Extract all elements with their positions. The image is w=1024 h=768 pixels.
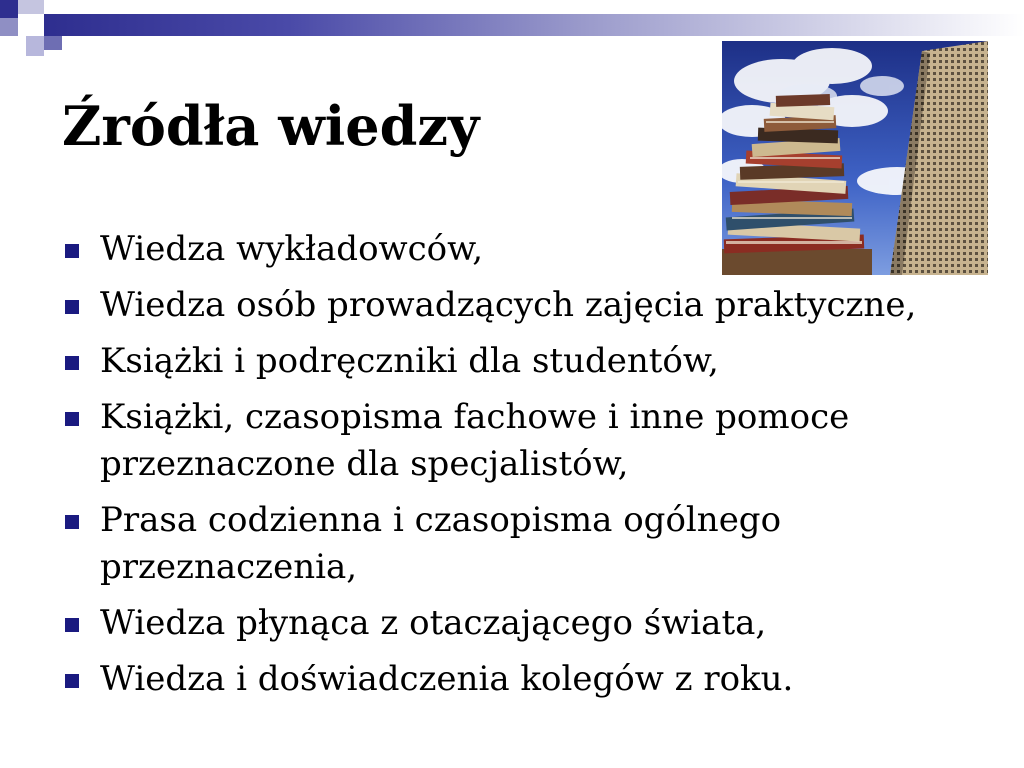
list-item-text: Wiedza wykładowców, <box>100 229 484 269</box>
list-item <box>62 338 992 385</box>
list-item-text: Wiedza płynąca z otaczającego świata, <box>100 603 767 643</box>
bullet-square-icon <box>65 356 79 370</box>
list-item <box>62 600 992 647</box>
list-item-text: Wiedza i doświadczenia kolegów z roku. <box>100 659 794 699</box>
list-item-text: Wiedza osób prowadzących zajęcia praktyczne, <box>100 285 917 325</box>
deco-square <box>26 36 44 56</box>
deco-square <box>44 36 62 50</box>
list-item <box>62 226 992 273</box>
deco-square <box>0 0 18 18</box>
bullet-square-icon <box>65 618 79 632</box>
bullet-list <box>62 226 992 712</box>
decorative-gradient-strip <box>44 14 1024 36</box>
list-item <box>62 497 992 591</box>
deco-square <box>18 0 44 14</box>
list-item <box>62 394 992 488</box>
list-item-text: Książki, czasopisma fachowe i inne pomoce przeznaczone dla specjalistów, <box>100 397 850 484</box>
bullet-square-icon <box>65 412 79 426</box>
bullet-square-icon <box>65 300 79 314</box>
list-item <box>62 656 992 703</box>
deco-square <box>0 18 18 36</box>
slide-title: Źródła wiedzy <box>62 94 480 158</box>
list-item-text: Prasa codzienna i czasopisma ogólnego przeznaczenia, <box>100 500 782 587</box>
bullet-square-icon <box>65 515 79 529</box>
list-item-text: Książki i podręczniki dla studentów, <box>100 341 719 381</box>
bullet-square-icon <box>65 674 79 688</box>
list-item <box>62 282 992 329</box>
bullet-square-icon <box>65 244 79 258</box>
